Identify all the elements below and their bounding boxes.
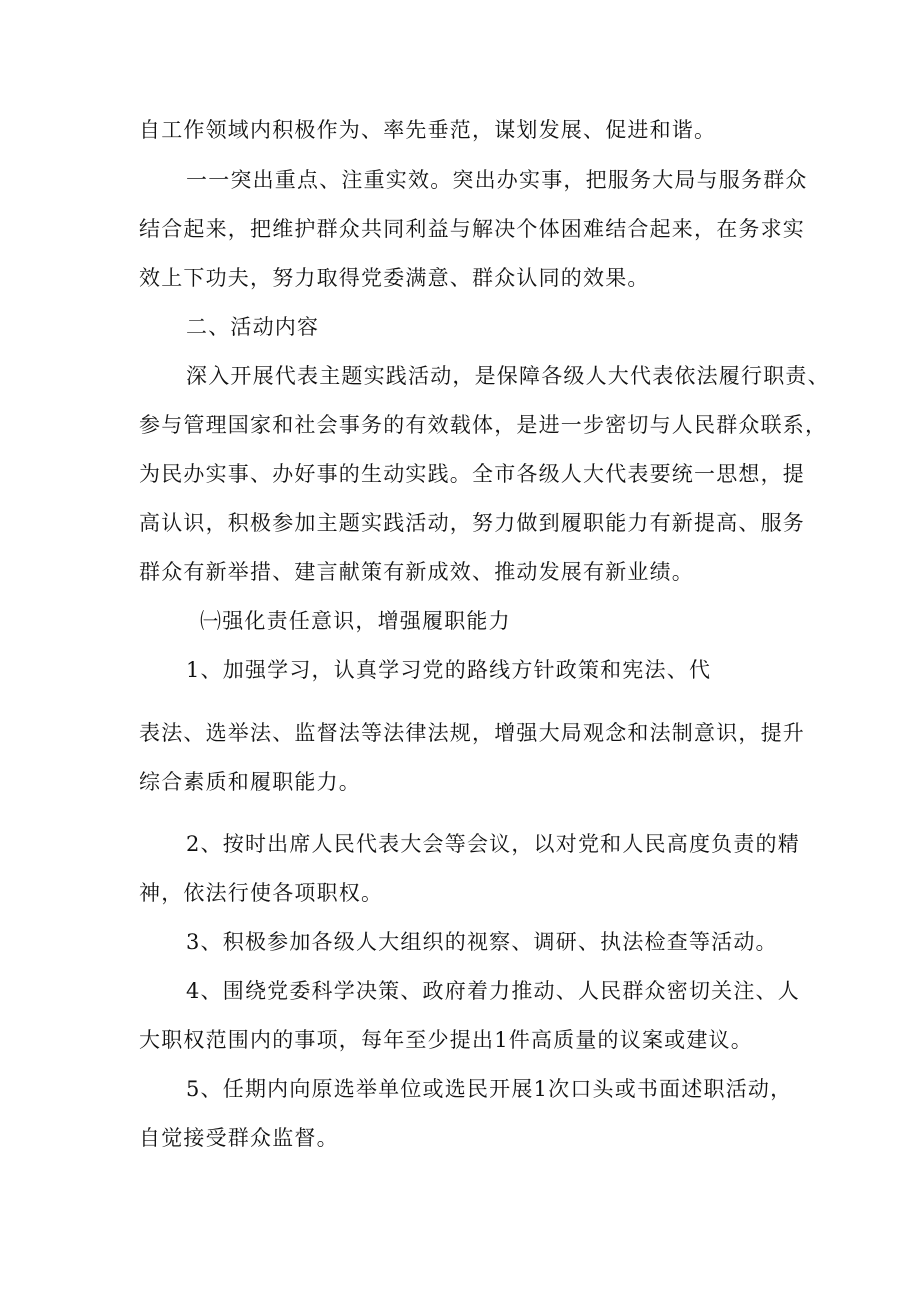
text-line: 表法、选举法、监督法等法律法规，增强大局观念和法制意识，提升 xyxy=(139,721,805,745)
text-line: 群众有新举措、建言献策有新成效、推动发展有新业绩。 xyxy=(139,560,694,584)
list-item: 2、按时出席人民代表大会等会议，以对党和人民高度负责的精 xyxy=(186,832,800,856)
text-line: 结合起来，把维护群众共同利益与解决个体困难结合起来，在务求实 xyxy=(139,217,805,241)
text-line: 一一突出重点、注重实效。突出办实事，把服务大局与服务群众 xyxy=(186,168,808,192)
list-item: 4、围绕党委科学决策、政府着力推动、人民群众密切关注、人 xyxy=(186,979,800,1003)
text-line: 神，依法行使各项职权。 xyxy=(139,881,384,905)
subsection-heading: ㈠强化责任意识，增强履职能力 xyxy=(200,609,511,633)
text-line: 高认识，积极参加主题实践活动，努力做到履职能力有新提高、服务 xyxy=(139,511,805,535)
section-heading: 二、活动内容 xyxy=(186,315,320,339)
text-line: 自觉接受群众监督。 xyxy=(139,1126,339,1150)
text-line: 深入开展代表主题实践活动，是保障各级人大代表依法履行职责、 xyxy=(186,364,830,388)
list-item: 1、加强学习，认真学习党的路线方针政策和宪法、代 xyxy=(186,658,712,682)
text-line: 大职权范围内的事项，每年至少提出1件高质量的议案或建议。 xyxy=(139,1028,753,1052)
text-line: 综合素质和履职能力。 xyxy=(139,770,361,794)
text-line: 参与管理国家和社会事务的有效载体，是进一步密切与人民群众联系， xyxy=(139,413,828,437)
text-line: 为民办实事、办好事的生动实践。全市各级人大代表要统一思想，提 xyxy=(139,462,805,486)
text-line: 自工作领域内积极作为、率先垂范，谋划发展、促进和谐。 xyxy=(139,118,717,142)
list-item: 3、积极参加各级人大组织的视察、调研、执法检查等活动。 xyxy=(186,930,778,954)
list-item: 5、任期内向原选举单位或选民开展1次口头或书面述职活动， xyxy=(186,1077,793,1101)
text-line: 效上下功夫，努力取得党委满意、群众认同的效果。 xyxy=(139,266,650,290)
